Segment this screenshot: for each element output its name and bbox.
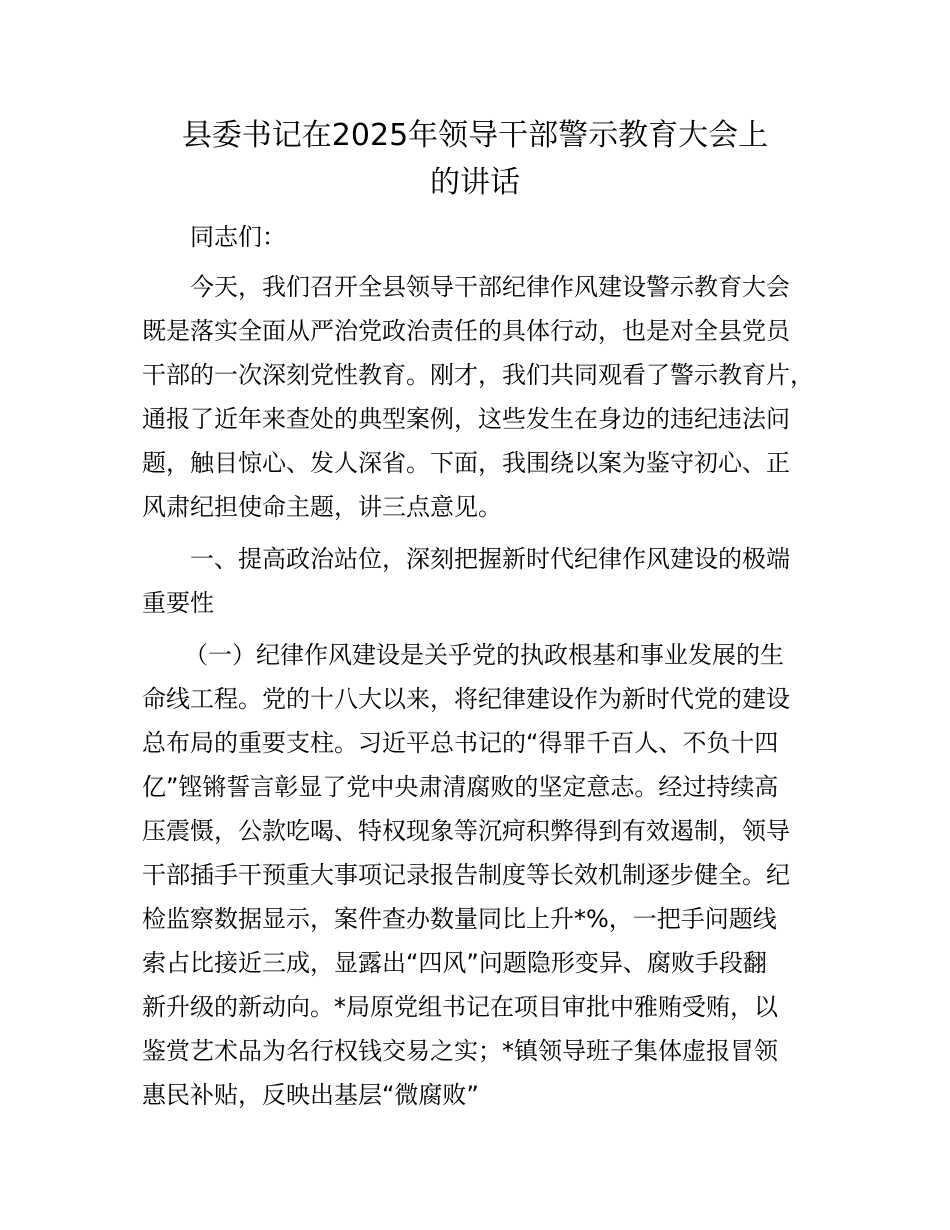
paragraph-2-line: 压震慑，公款吃喝、特权现象等沉疴积弊得到有效遏制，领导 bbox=[142, 817, 790, 845]
paragraph-2-line: 鉴赏艺术品为名行权钱交易之实；*镇领导班子集体虚报冒领 bbox=[142, 1037, 778, 1065]
paragraph-1-line: 通报了近年来查处的典型案例，这些发生在身边的违纪违法问 bbox=[142, 405, 790, 433]
document-title-line-1: 县委书记在2025年领导干部警示教育大会上 bbox=[181, 118, 769, 153]
paragraph-1-line: 既是落实全面从严治党政治责任的具体行动，也是对全县党员 bbox=[142, 317, 790, 345]
paragraph-1-line: 风肃纪担使命主题，讲三点意见。 bbox=[142, 493, 502, 521]
paragraph-2-line: 亿”铿锵誓言彰显了党中央肃清腐败的坚定意志。经过持续高 bbox=[142, 773, 779, 801]
paragraph-2-line: 干部插手干预重大事项记录报告制度等长效机制逐步健全。纪 bbox=[142, 861, 790, 889]
document-title-line-2: 的讲话 bbox=[430, 165, 520, 200]
paragraph-2-line: 总布局的重要支柱。习近平总书记的“得罪千百人、不负十四 bbox=[142, 729, 779, 757]
paragraph-2-line: 索占比接近三成，显露出“四风”问题隐形变异、腐败手段翻 bbox=[142, 949, 767, 977]
paragraph-2-line: 惠民补贴，反映出基层“微腐败” bbox=[142, 1081, 479, 1109]
paragraph-2-line: 检监察数据显示，案件查办数量同比上升*%，一把手问题线 bbox=[142, 905, 777, 933]
salutation: 同志们： bbox=[190, 223, 286, 251]
paragraph-1-line: 今天，我们召开全县领导干部纪律作风建设警示教育大会 bbox=[190, 273, 790, 301]
paragraph-2-line: （一）纪律作风建设是关乎党的执政根基和事业发展的生 bbox=[184, 641, 784, 669]
paragraph-2-line: 命线工程。党的十八大以来，将纪律建设作为新时代党的建设 bbox=[142, 685, 790, 713]
section-heading-1-line: 一、提高政治站位，深刻把握新时代纪律作风建设的极端 bbox=[190, 545, 790, 573]
paragraph-1-line: 干部的一次深刻党性教育。刚才，我们共同观看了警示教育片， bbox=[142, 361, 814, 389]
section-heading-1-line: 重要性 bbox=[142, 589, 214, 617]
paragraph-1-line: 题，触目惊心、发人深省。下面，我围绕以案为鉴守初心、正 bbox=[142, 449, 790, 477]
paragraph-2-line: 新升级的新动向。*局原党组书记在项目审批中雅贿受贿，以 bbox=[142, 993, 778, 1021]
